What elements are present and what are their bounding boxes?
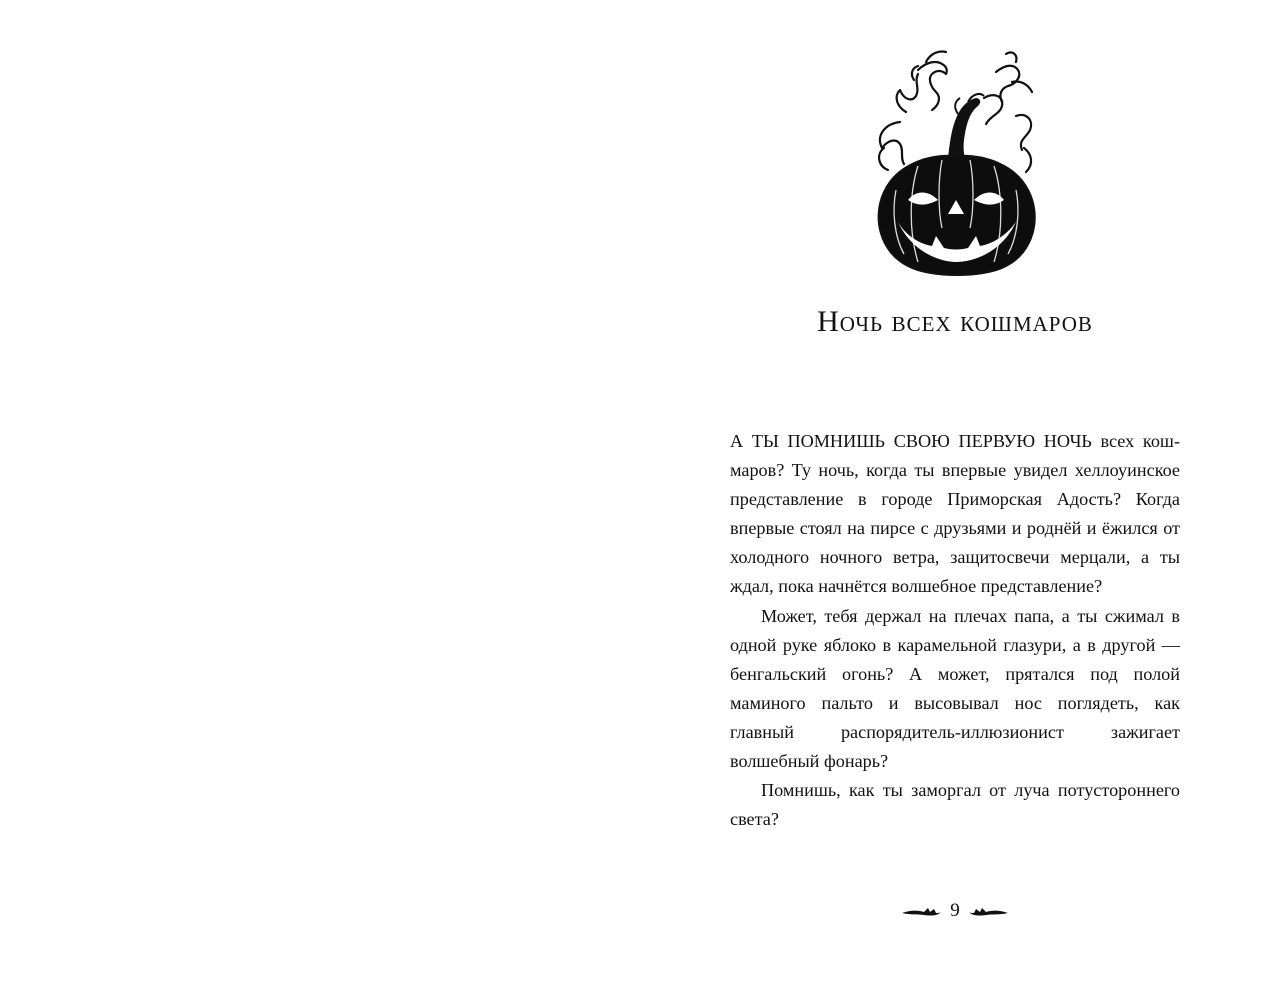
page-footer <box>880 897 1030 925</box>
chapter-title: Ночь всех кошмаров <box>817 305 1093 338</box>
paragraph-2: Может, тебя держал на плечах папа, а ты сжимал в одной руке яблоко в карамельной глазури, а в другой — бенгальский огонь? А может, прятался под полой маминого пальто и высовывал нос поглядеть, как главный распорядитель-иллюзионист зажигает волшебный фонарь? <box>730 605 1180 772</box>
page-number: 9 <box>950 900 960 921</box>
paragraph-1: А ТЫ ПОМНИШЬ СВОЮ ПЕРВУЮ НОЧЬ всех кошмаров? Ту ночь, когда ты впервые увидел хеллоуинское представление в городе Приморская Адость? Когда впервые стоял на пирсе с друзьями и роднёй и ёжился от холодного ночного ветра, защитосвечи мерцали, а ты ждал, пока начнётся волшебное представление? <box>730 431 1180 597</box>
paragraph-3: Помнишь, как ты заморгал от луча потустороннего света? <box>730 780 1180 830</box>
bat-ornament-right-icon <box>968 904 1010 918</box>
jack-o-lantern-icon <box>856 40 1056 280</box>
bat-ornament-left-icon <box>900 904 942 918</box>
chapter-body <box>730 427 1180 834</box>
